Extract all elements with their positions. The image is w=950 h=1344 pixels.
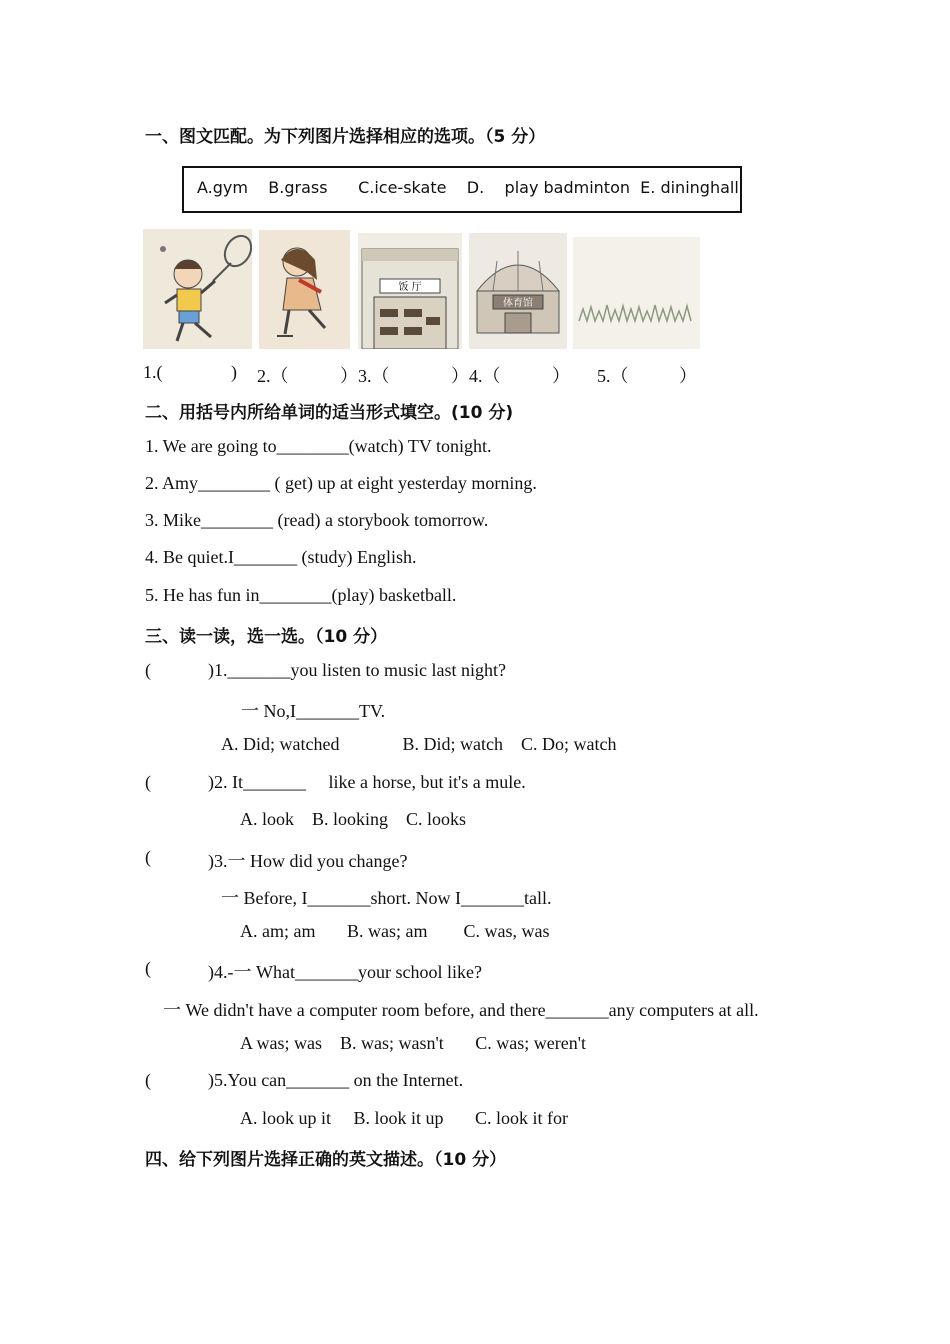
section4-heading: 四、给下列图片选择正确的英文描述。（10 分） — [145, 1150, 507, 1170]
question-choices: A. look B. looking C. looks — [240, 809, 467, 829]
question-stem: )1._______you listen to music last night? — [208, 660, 506, 680]
answer-label-5-close: ） — [679, 366, 697, 386]
fill-blank-item: 4. Be quiet.I_______ (study) English. — [145, 547, 417, 567]
question-stem: )4.-一 What_______your school like? — [208, 962, 482, 982]
options-box — [182, 166, 742, 213]
question-choices: A. Did; watched B. Did; watch C. Do; watch — [221, 734, 617, 754]
badminton-boy-picture — [143, 229, 252, 349]
answer-label-5: 5.（ — [597, 366, 629, 386]
options-text: A.gym B.grass C.ice-skate D. play badminton E. dininghall — [197, 178, 739, 197]
fill-blank-item: 1. We are going to________(watch) TV tonight. — [145, 436, 492, 456]
gym-building-picture — [469, 233, 567, 349]
section3-heading: 三、读一读，选一选。（10 分） — [145, 627, 388, 647]
fill-blank-item: 3. Mike________ (read) a storybook tomorrow. — [145, 510, 489, 530]
question-bracket: ( — [145, 847, 151, 867]
answer-label-2: 2.（ — [257, 366, 289, 386]
question-stem: )3.一 How did you change? — [208, 851, 408, 871]
question-bracket: ( — [145, 660, 151, 680]
ice-skating-girl-picture — [259, 230, 350, 349]
answer-label-1-close: ) — [231, 362, 237, 382]
question-choices: A. look up it B. look it up C. look it for — [240, 1108, 569, 1128]
section1-heading: 一、图文匹配。为下列图片选择相应的选项。（5 分） — [145, 127, 546, 147]
question-stem: )2. It_______ like a horse, but it's a mule. — [208, 772, 526, 792]
question-choices: A was; was B. was; wasn't C. was; weren't — [240, 1033, 586, 1053]
question-stem: )5.You can_______ on the Internet. — [208, 1070, 464, 1090]
question-bracket: ( — [145, 772, 151, 792]
answer-label-1-open: 1.( — [143, 362, 163, 382]
question-reply: 一 We didn't have a computer room before, and there_______any computers at all. — [163, 1000, 759, 1020]
question-bracket: ( — [145, 958, 151, 978]
grass-picture — [573, 237, 700, 349]
section2-heading: 二、用括号内所给单词的适当形式填空。(10 分) — [145, 403, 514, 423]
answer-label-4-close: ） — [552, 366, 570, 386]
question-choices: A. am; am B. was; am C. was, was — [240, 921, 550, 941]
fill-blank-item: 2. Amy________ ( get) up at eight yesterday morning. — [145, 473, 537, 493]
dining-hall-picture — [358, 233, 462, 349]
answer-label-4: ）4.（ — [451, 366, 501, 386]
question-reply: 一 No,I_______TV. — [241, 701, 386, 721]
question-bracket: ( — [145, 1070, 151, 1090]
gym-sign: 体育馆 — [503, 298, 533, 309]
question-reply: 一 Before, I_______short. Now I_______tall. — [221, 888, 552, 908]
dining-hall-sign: 饭 厅 — [398, 282, 422, 293]
answer-label-3: ）3.（ — [340, 366, 390, 386]
fill-blank-item: 5. He has fun in________(play) basketball. — [145, 585, 457, 605]
